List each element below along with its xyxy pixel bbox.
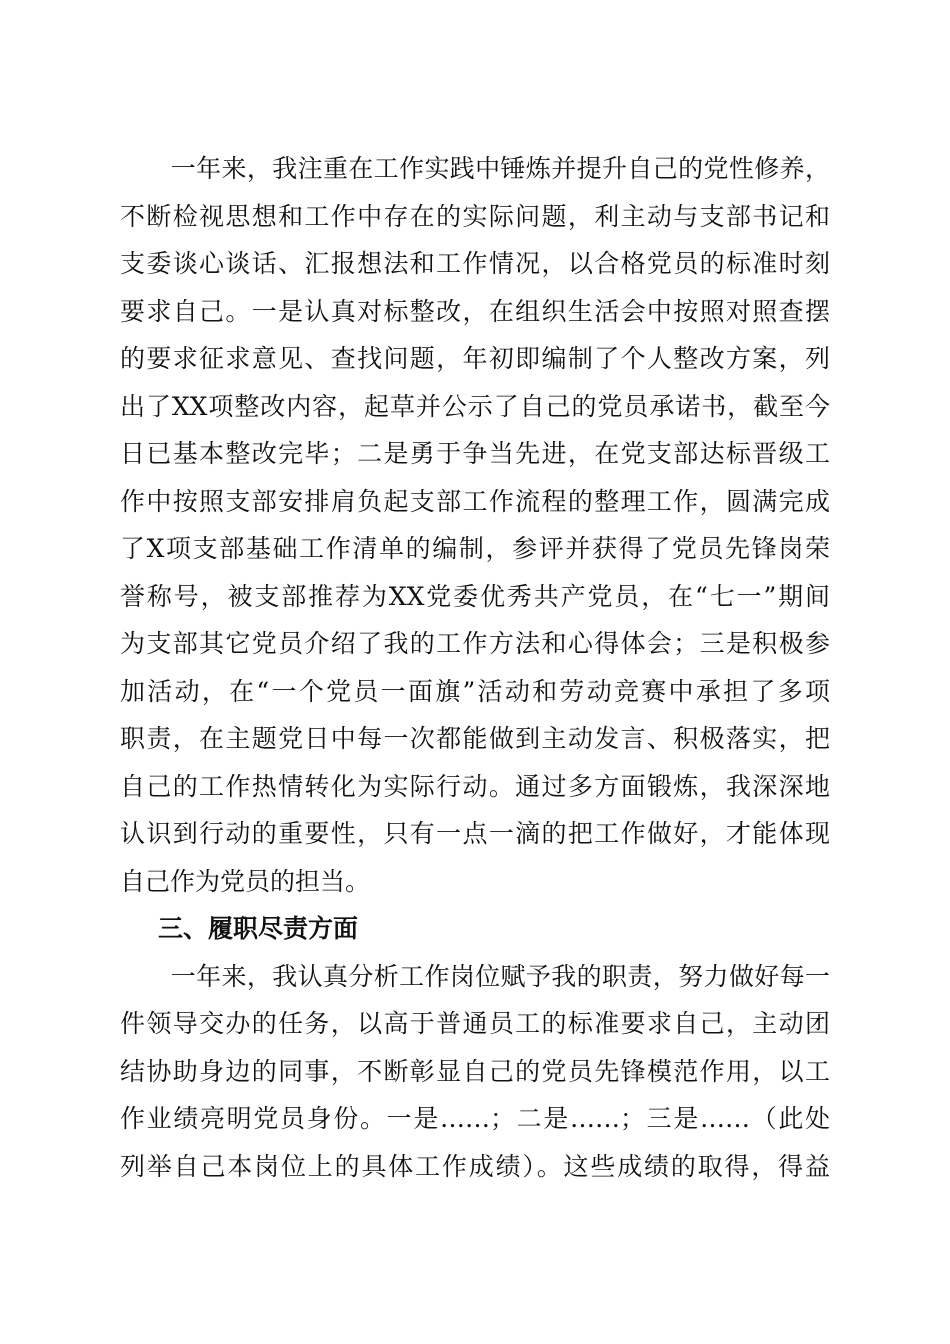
text-line: 认识到行动的重要性，只有一点一滴的把工作做好，才能体现: [120, 819, 830, 848]
text-line: 职责，在主题党日中每一次都能做到主动发言、积极落实，把: [120, 724, 830, 753]
text-line: 作业绩亮明党员身份。一是……；二是……；三是……（此处: [120, 1104, 830, 1133]
text-line: 件领导交办的任务，以高于普通员工的标准要求自己，主动团: [120, 1009, 830, 1038]
text-line: 作中按照支部安排肩负起支部工作流程的整理工作，圆满完成: [120, 486, 830, 516]
text-line: 列举自己本岗位上的具体工作成绩）。这些成绩的取得，得益: [120, 1151, 830, 1181]
text-line: 支委谈心谈话、汇报想法和工作情况，以合格党员的标准时刻: [120, 249, 830, 278]
text-line: 一年来，我认真分析工作岗位赋予我的职责，努力做好每一: [120, 961, 830, 991]
text-line: 不断检视思想和工作中存在的实际问题，利主动与支部书记和: [120, 201, 830, 231]
text-line: 了X项支部基础工作清单的编制，参评并获得了党员先锋岗荣: [120, 534, 830, 563]
text-line: 出了XX项整改内容，起草并公示了自己的党员承诺书，截至今: [120, 391, 830, 421]
text-line: 自己作为党员的担当。: [120, 866, 371, 896]
text-line: 一年来，我注重在工作实践中锤炼并提升自己的党性修养，: [120, 154, 830, 183]
text-line: 的要求征求意见、查找问题，年初即编制了个人整改方案，列: [120, 344, 830, 373]
paragraph-party-spirit: [120, 145, 830, 905]
document-body: [120, 145, 830, 1190]
text-line: 自己的工作热情转化为实际行动。通过多方面锻炼，我深深地: [120, 771, 830, 801]
text-line: 要求自己。一是认真对标整改，在组织生活会中按照对照查摆: [120, 296, 830, 326]
text-line: 日已基本整改完毕；二是勇于争当先进，在党支部达标晋级工: [120, 439, 830, 468]
text-line: 加活动，在“一个党员一面旗”活动和劳动竞赛中承担了多项: [120, 676, 830, 706]
section-heading: 三、履职尽责方面: [158, 914, 359, 943]
text-line: 为支部其它党员介绍了我的工作方法和心得体会；三是积极参: [120, 629, 830, 658]
text-line: 誉称号，被支部推荐为XX党委优秀共产党员，在“七一”期间: [120, 581, 830, 611]
text-line: 结协助身边的同事，不断彰显自己的党员先锋模范作用，以工: [120, 1056, 830, 1086]
paragraph-duty-performance: [120, 953, 830, 1191]
